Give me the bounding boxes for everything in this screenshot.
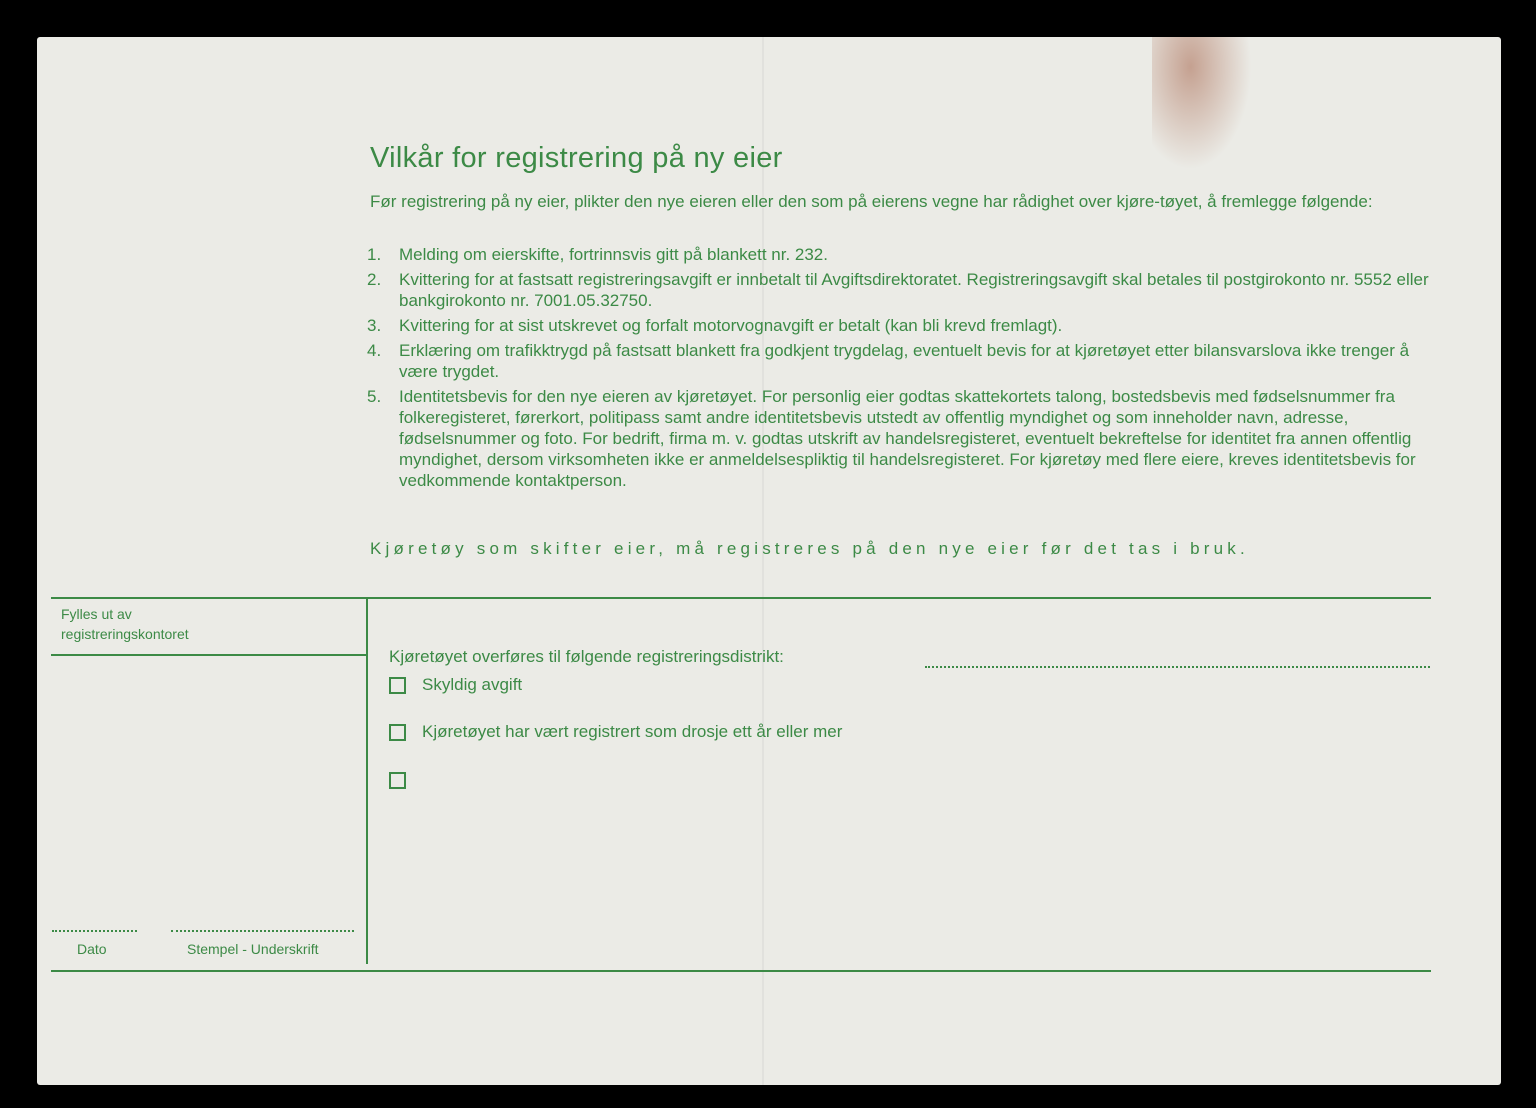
intro-paragraph: Før registrering på ny eier, plikter den nye eieren eller den som på eierens vegne har rådighet over kjøre-tøyet, å fremlegge følgende: bbox=[370, 192, 1373, 211]
checkbox-row-blank[interactable] bbox=[389, 772, 422, 789]
item-number: 3. bbox=[367, 316, 382, 335]
form-bottom-rule bbox=[51, 970, 1431, 972]
checkbox-drosje[interactable] bbox=[389, 724, 406, 741]
office-section-label bbox=[61, 604, 189, 644]
page-title: Vilkår for registrering på ny eier bbox=[370, 142, 783, 174]
checkbox-label: Kjøretøyet har vært registrert som drosje ett år eller mer bbox=[422, 722, 843, 741]
list-item bbox=[367, 269, 1437, 311]
office-header-rule bbox=[51, 654, 366, 656]
district-label: Kjøretøyet overføres til følgende registreringsdistrikt: bbox=[389, 647, 784, 666]
item-number: 2. bbox=[367, 270, 382, 289]
district-field[interactable] bbox=[925, 666, 1430, 668]
checkbox-skyldig-avgift[interactable] bbox=[389, 677, 406, 694]
rust-stain bbox=[1152, 37, 1262, 187]
item-text: Melding om eierskifte, fortrinnsvis gitt på blankett nr. 232. bbox=[399, 245, 828, 264]
list-item bbox=[367, 340, 1437, 382]
list-item bbox=[367, 244, 1437, 265]
office-label-line1: Fylles ut av bbox=[61, 606, 132, 622]
notice-text: Kjøretøy som skifter eier, må registreres på den nye eier før det tas i bruk. bbox=[370, 539, 1249, 558]
item-text: Identitetsbevis for den nye eieren av kjøretøyet. For personlig eier godtas skattekortets talong, bostedsbevis med fødselsnummer fra folkeregisteret, førerkort, politipass samt andre identitetsbevis utstedt av offentlig myndighet og som inneholder navn, adresse, fødselsnummer og foto. For bedrift, firma m. v. godtas utskrift av handelsregisteret, eventuelt bekreftelse for identitet fra annen offentlig myndighet, dersom virksomheten ikke er anmeldelsespliktig til handelsregisteret. For kjøretøy med flere eiere, kreves identitetsbevis for vedkommende kontaktperson. bbox=[399, 387, 1416, 490]
form-column-divider bbox=[366, 597, 368, 964]
item-number: 5. bbox=[367, 387, 382, 406]
item-text: Erklæring om trafikktrygd på fastsatt blankett fra godkjent trygdelag, eventuelt bevis for at kjøretøyet etter bilansvarslova ikke trenger å være trygdet. bbox=[399, 341, 1410, 381]
form-sheet bbox=[37, 37, 1501, 1085]
requirements-list bbox=[367, 244, 1437, 495]
checkbox-row-drosje[interactable] bbox=[389, 722, 842, 742]
checkbox-row-skyldig-avgift[interactable] bbox=[389, 675, 522, 695]
date-field[interactable] bbox=[52, 930, 137, 932]
date-label: Dato bbox=[77, 941, 107, 957]
list-item bbox=[367, 315, 1437, 336]
checkbox-blank[interactable] bbox=[389, 772, 406, 789]
item-number: 1. bbox=[367, 245, 382, 264]
item-text: Kvittering for at sist utskrevet og forfalt motorvognavgift er betalt (kan bli krevd fremlagt). bbox=[399, 316, 1063, 335]
office-label-line2: registreringskontoret bbox=[61, 626, 189, 642]
list-item bbox=[367, 386, 1437, 491]
item-number: 4. bbox=[367, 341, 382, 360]
stamp-signature-field[interactable] bbox=[171, 930, 354, 932]
checkbox-label: Skyldig avgift bbox=[422, 675, 523, 694]
form-top-rule bbox=[51, 597, 1431, 599]
stamp-signature-label: Stempel - Underskrift bbox=[187, 941, 319, 957]
item-text: Kvittering for at fastsatt registreringsavgift er innbetalt til Avgiftsdirektoratet. Registreringsavgift skal betales til postgirokonto nr. 5552 eller bankgirokonto nr. 7001.05.32750. bbox=[399, 270, 1429, 310]
